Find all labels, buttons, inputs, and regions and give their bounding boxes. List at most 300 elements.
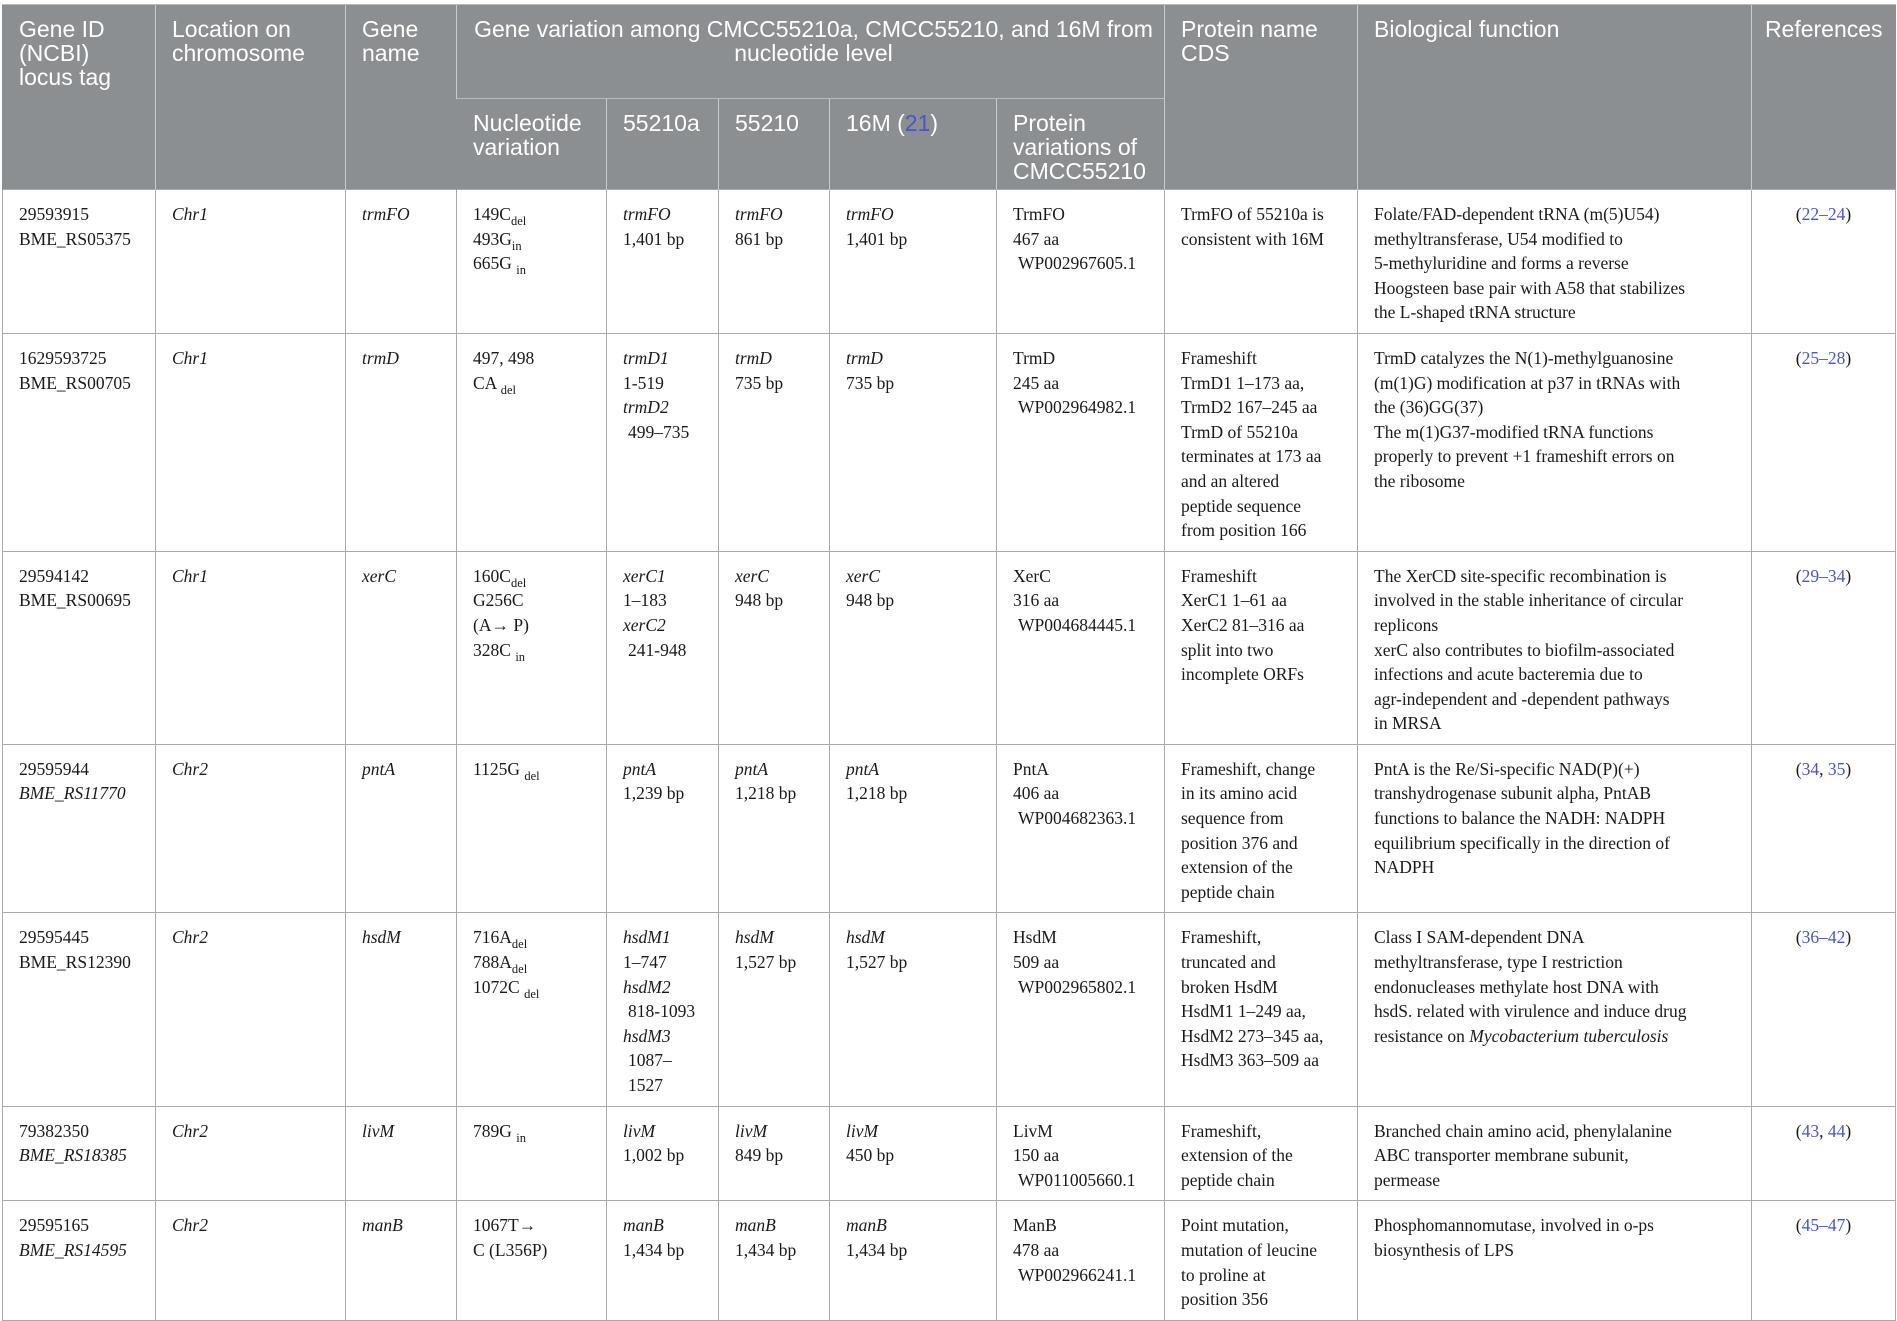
cell-nucleotide-variation bbox=[457, 1201, 607, 1320]
gene-name: trmD bbox=[362, 347, 399, 368]
strain-16m-detail: 450 bp bbox=[846, 1145, 895, 1166]
protein-variation-line: position 376 and bbox=[1181, 832, 1298, 853]
header-row bbox=[3, 5, 1896, 99]
strain-16m-detail: 1,527 bp bbox=[846, 952, 908, 973]
cell-protein-name bbox=[997, 913, 1165, 1106]
nucleotide-subscript: del bbox=[511, 962, 528, 977]
gene-id: 29595165 bbox=[19, 1215, 89, 1236]
table-body bbox=[3, 190, 1896, 1321]
cell-references bbox=[1752, 913, 1896, 1106]
function-line: ABC transporter membrane subunit, bbox=[1374, 1145, 1629, 1166]
cell-gene-name bbox=[346, 1106, 457, 1201]
protein-name: PntA bbox=[1013, 758, 1049, 779]
function-line: agr-independent and -dependent pathways bbox=[1374, 688, 1670, 709]
protein-variation-line: TrmD of 55210a bbox=[1181, 421, 1298, 442]
cell-strain-55210 bbox=[719, 551, 830, 744]
cell-location bbox=[156, 1201, 346, 1320]
gene-id: 29593915 bbox=[19, 204, 89, 224]
nucleotide-base: 716A bbox=[473, 927, 512, 948]
function-line: permease bbox=[1374, 1169, 1441, 1190]
nucleotide-subscript: in bbox=[516, 1130, 526, 1145]
cell-strain-16m bbox=[830, 1201, 997, 1320]
function-line: the (36)GG(37) bbox=[1374, 397, 1484, 418]
function-line: the L-shaped tRNA structure bbox=[1374, 302, 1576, 323]
strain-a-detail: 1–183 bbox=[623, 590, 667, 611]
cell-nucleotide-variation bbox=[457, 744, 607, 913]
header-gene-id: Gene ID (NCBI) locus tag bbox=[3, 5, 156, 190]
cell-protein-variations bbox=[1165, 551, 1358, 744]
strain-a-gene: livM bbox=[623, 1120, 656, 1141]
strain-a-detail: 1–747 bbox=[623, 952, 667, 973]
strain-16m-detail: 1,401 bp bbox=[846, 228, 908, 249]
function-line: NADPH bbox=[1374, 857, 1435, 878]
cell-strain-55210 bbox=[719, 1201, 830, 1320]
protein-variation-line: TrmD1 1–173 aa, bbox=[1181, 372, 1305, 393]
function-line: Branched chain amino acid, phenylalanine bbox=[1374, 1120, 1672, 1141]
strain-b-detail: 735 bp bbox=[735, 372, 784, 393]
cell-protein-name bbox=[997, 190, 1165, 334]
strain-a-gene: pntA bbox=[623, 758, 657, 779]
cell-strain-55210a bbox=[607, 744, 719, 913]
table-row bbox=[3, 913, 1896, 1106]
protein-variation-line: peptide chain bbox=[1181, 881, 1275, 902]
nucleotide-variation-text: 497, 498 bbox=[473, 347, 535, 368]
ref-close: ) bbox=[1845, 927, 1852, 948]
function-line: equilibrium specifically in the direction of bbox=[1374, 832, 1670, 853]
strain-a-gene: trmD1 bbox=[623, 347, 669, 368]
cell-protein-variations bbox=[1165, 333, 1358, 551]
ref-separator: , bbox=[1819, 758, 1828, 779]
nucleotide-base: 665G bbox=[473, 253, 517, 274]
header-nucleotide-variation: Nucleotide variation bbox=[457, 99, 607, 190]
cell-nucleotide-variation bbox=[457, 1106, 607, 1201]
strain-a-detail: 241-948 bbox=[628, 639, 687, 660]
cell-protein-variations bbox=[1165, 913, 1358, 1106]
function-line: in MRSA bbox=[1374, 713, 1442, 734]
gene-name: hsdM bbox=[362, 927, 401, 948]
strain-16m-detail: 948 bp bbox=[846, 590, 895, 611]
table-row bbox=[3, 551, 1896, 744]
strain-b-detail: 948 bp bbox=[735, 590, 784, 611]
nucleotide-base: C (L356P) bbox=[473, 1239, 548, 1260]
protein-variation-line: HsdM1 1–249 aa, bbox=[1181, 1001, 1306, 1022]
cell-protein-variations bbox=[1165, 190, 1358, 334]
cell-strain-55210 bbox=[719, 744, 830, 913]
strain-b-gene: trmD bbox=[735, 347, 772, 368]
cell-strain-55210a bbox=[607, 1106, 719, 1201]
nucleotide-base: 160C bbox=[473, 565, 511, 586]
function-line: involved in the stable inheritance of circular bbox=[1374, 590, 1684, 611]
chromosome: Chr1 bbox=[172, 565, 208, 586]
protein-variation-line: and an altered bbox=[1181, 470, 1280, 491]
protein-variation-line: position 356 bbox=[1181, 1289, 1269, 1310]
ref-close: ) bbox=[1845, 565, 1852, 586]
strain-a-gene: trmFO bbox=[623, 204, 671, 224]
header-16m-close: ) bbox=[930, 110, 939, 136]
function-line: replicons bbox=[1374, 614, 1439, 635]
function-line: biosynthesis of LPS bbox=[1374, 1239, 1515, 1260]
nucleotide-variation-line bbox=[473, 975, 596, 1000]
gene-id: 79382350 bbox=[19, 1120, 89, 1141]
function-line: (m(1)G) modification at p37 in tRNAs with bbox=[1374, 372, 1681, 393]
reference-link[interactable]: 22–24 bbox=[1801, 204, 1846, 224]
gene-variation-table bbox=[2, 4, 1896, 1321]
protein-name: ManB bbox=[1013, 1215, 1057, 1236]
cell-biological-function bbox=[1358, 1106, 1752, 1201]
table-row bbox=[3, 190, 1896, 334]
function-line: properly to prevent +1 frameshift errors on bbox=[1374, 446, 1675, 467]
cell-references bbox=[1752, 333, 1896, 551]
strain-a-gene: manB bbox=[623, 1215, 664, 1236]
chromosome: Chr2 bbox=[172, 1215, 208, 1236]
function-line: TrmD catalyzes the N(1)-methylguanosine bbox=[1374, 347, 1674, 368]
strain-a-gene: hsdM1 bbox=[623, 927, 671, 948]
function-line bbox=[1374, 1024, 1741, 1049]
strain-a-detail: 1,002 bp bbox=[623, 1145, 685, 1166]
ref-open: ( bbox=[1795, 347, 1802, 368]
nucleotide-base: 493G bbox=[473, 228, 512, 249]
protein-variation-line: truncated and bbox=[1181, 952, 1276, 973]
function-line: transhydrogenase subunit alpha, PntAB bbox=[1374, 783, 1652, 804]
gene-id: 29594142 bbox=[19, 565, 89, 586]
ref-separator: , bbox=[1819, 1120, 1828, 1141]
nucleotide-base: CA bbox=[473, 372, 501, 393]
nucleotide-base: 328C bbox=[473, 639, 516, 660]
protein-variation-line: peptide sequence bbox=[1181, 495, 1302, 516]
strain-a-gene: xerC1 bbox=[623, 565, 666, 586]
header-protein-name: Protein name CDS bbox=[1165, 5, 1358, 190]
protein-variation-line: split into two bbox=[1181, 639, 1274, 660]
strain-b-gene: trmFO bbox=[735, 204, 783, 224]
strain-16m-gene: trmD bbox=[846, 347, 883, 368]
locus-tag: BME_RS05375 bbox=[19, 228, 131, 249]
function-text: resistance on bbox=[1374, 1025, 1470, 1046]
nucleotide-subscript: in bbox=[511, 238, 522, 253]
cell-strain-16m bbox=[830, 551, 997, 744]
locus-tag: BME_RS00695 bbox=[19, 590, 131, 611]
locus-tag: BME_RS18385 bbox=[19, 1145, 127, 1166]
strain-16m-gene: livM bbox=[846, 1120, 879, 1141]
cell-protein-name bbox=[997, 744, 1165, 913]
locus-tag: BME_RS00705 bbox=[19, 372, 131, 393]
cell-references bbox=[1752, 744, 1896, 913]
cell-strain-55210a bbox=[607, 1201, 719, 1320]
cell-gene-name bbox=[346, 551, 457, 744]
cell-biological-function bbox=[1358, 1201, 1752, 1320]
cell-references bbox=[1752, 551, 1896, 744]
protein-length: 245 aa bbox=[1013, 372, 1060, 393]
protein-accession: WP004684445.1 bbox=[1018, 614, 1137, 635]
ref-open: ( bbox=[1795, 927, 1802, 948]
protein-variation-line: Frameshift bbox=[1181, 347, 1257, 368]
protein-variation-line: Frameshift bbox=[1181, 565, 1257, 586]
nucleotide-base: 1067T→ bbox=[473, 1215, 537, 1236]
cell-biological-function bbox=[1358, 913, 1752, 1106]
protein-variation-line: TrmD2 167–245 aa bbox=[1181, 397, 1318, 418]
reference-link[interactable]: 36–42 bbox=[1801, 927, 1846, 948]
nucleotide-base: (A→ P) bbox=[473, 614, 529, 635]
reference-link[interactable]: 29–34 bbox=[1801, 565, 1846, 586]
protein-variation-line: broken HsdM bbox=[1181, 976, 1278, 997]
cell-biological-function bbox=[1358, 744, 1752, 913]
cell-strain-16m bbox=[830, 333, 997, 551]
nucleotide-subscript: del bbox=[510, 214, 527, 228]
nucleotide-base: G256C bbox=[473, 590, 524, 611]
strain-16m-gene: pntA bbox=[846, 758, 880, 779]
cell-strain-55210 bbox=[719, 913, 830, 1106]
function-line: PntA is the Re/Si-specific NAD(P)(+) bbox=[1374, 758, 1640, 779]
nucleotide-subscript: in bbox=[516, 263, 526, 278]
locus-tag: BME_RS14595 bbox=[19, 1239, 127, 1260]
cell-nucleotide-variation bbox=[457, 190, 607, 334]
gene-id: 29595445 bbox=[19, 927, 89, 948]
nucleotide-variation-line bbox=[473, 1238, 596, 1263]
cell-gene-id bbox=[3, 190, 156, 334]
cell-biological-function bbox=[1358, 333, 1752, 551]
reference-link[interactable]: 34 bbox=[1801, 758, 1820, 779]
chromosome: Chr2 bbox=[172, 1120, 208, 1141]
protein-length: 150 aa bbox=[1013, 1145, 1060, 1166]
header-strain-55210: 55210 bbox=[719, 99, 830, 190]
strain-16m-detail: 735 bp bbox=[846, 372, 895, 393]
gene-name: xerC bbox=[362, 565, 397, 586]
protein-variation-line: in its amino acid bbox=[1181, 783, 1298, 804]
protein-variation-line: HsdM2 273–345 aa, bbox=[1181, 1025, 1324, 1046]
protein-length: 509 aa bbox=[1013, 952, 1060, 973]
nucleotide-variation-line bbox=[473, 371, 596, 396]
strain-a-detail: 818-1093 bbox=[628, 1001, 696, 1022]
nucleotide-base: 149C bbox=[473, 204, 511, 224]
strain-a-gene: trmD2 bbox=[623, 397, 669, 418]
table-row bbox=[3, 1201, 1896, 1320]
gene-id: 1629593725 bbox=[19, 347, 107, 368]
strain-a-detail: 1,401 bp bbox=[623, 228, 685, 249]
cell-strain-55210 bbox=[719, 333, 830, 551]
protein-variation-line: to proline at bbox=[1181, 1264, 1266, 1285]
reference-link[interactable]: 25–28 bbox=[1801, 347, 1846, 368]
strain-a-detail: 1,239 bp bbox=[623, 783, 685, 804]
protein-variation-line: mutation of leucine bbox=[1181, 1239, 1318, 1260]
cell-protein-variations bbox=[1165, 1201, 1358, 1320]
strain-a-detail: 1,434 bp bbox=[623, 1239, 685, 1260]
protein-accession: WP011005660.1 bbox=[1018, 1169, 1136, 1190]
function-line: infections and acute bacteremia due to bbox=[1374, 664, 1643, 685]
cell-strain-55210a bbox=[607, 551, 719, 744]
cell-strain-55210 bbox=[719, 1106, 830, 1201]
function-line: functions to balance the NADH: NADPH bbox=[1374, 808, 1666, 829]
protein-variation-line: TrmFO of 55210a is bbox=[1181, 204, 1324, 224]
function-line: hsdS. related with virulence and induce drug bbox=[1374, 1001, 1687, 1022]
ref-open: ( bbox=[1795, 1120, 1802, 1141]
nucleotide-subscript: del bbox=[500, 382, 517, 397]
strain-a-detail: 499–735 bbox=[628, 421, 690, 442]
cell-nucleotide-variation bbox=[457, 551, 607, 744]
reference-link[interactable]: 44 bbox=[1827, 1120, 1846, 1141]
protein-variation-line: HsdM3 363–509 aa bbox=[1181, 1050, 1320, 1071]
strain-b-detail: 1,434 bp bbox=[735, 1239, 797, 1260]
strain-16m-gene: trmFO bbox=[846, 204, 894, 224]
strain-16m-gene: xerC bbox=[846, 565, 881, 586]
nucleotide-variation-line bbox=[473, 1119, 596, 1144]
protein-variation-line: Frameshift, bbox=[1181, 1120, 1262, 1141]
header-protein-variations: Protein variations of CMCC55210 bbox=[997, 99, 1165, 190]
nucleotide-variation-line bbox=[473, 925, 596, 950]
gene-name: trmFO bbox=[362, 204, 410, 224]
nucleotide-base: 789G bbox=[473, 1120, 517, 1141]
function-line: Class I SAM-dependent DNA bbox=[1374, 927, 1585, 948]
strain-b-gene: xerC bbox=[735, 565, 770, 586]
protein-length: 478 aa bbox=[1013, 1239, 1060, 1260]
nucleotide-subscript: del bbox=[510, 575, 527, 590]
cell-references bbox=[1752, 1201, 1896, 1320]
strain-a-gene: hsdM2 bbox=[623, 976, 671, 997]
header-variation-group: Gene variation among CMCC55210a, CMCC55210, and 16M from nucleotide level bbox=[457, 5, 1165, 99]
nucleotide-variation-line bbox=[473, 251, 596, 276]
header-references: References bbox=[1752, 5, 1896, 190]
protein-name: LivM bbox=[1013, 1120, 1053, 1141]
cell-nucleotide-variation bbox=[457, 913, 607, 1106]
nucleotide-variation-line bbox=[473, 638, 596, 663]
nucleotide-subscript: del bbox=[524, 768, 540, 783]
nucleotide-subscript: in bbox=[515, 649, 526, 664]
ref-close: ) bbox=[1845, 758, 1852, 779]
function-line: the ribosome bbox=[1374, 470, 1465, 491]
protein-variation-line: sequence from bbox=[1181, 808, 1284, 829]
chromosome: Chr1 bbox=[172, 347, 208, 368]
gene-name: manB bbox=[362, 1215, 403, 1236]
header-16m-label: 16M ( bbox=[846, 110, 905, 136]
protein-variation-line: peptide chain bbox=[1181, 1169, 1275, 1190]
ref-close: ) bbox=[1845, 1215, 1852, 1236]
protein-length: 406 aa bbox=[1013, 783, 1060, 804]
strain-b-detail: 1,527 bp bbox=[735, 952, 797, 973]
chromosome: Chr2 bbox=[172, 927, 208, 948]
nucleotide-variation-line bbox=[473, 227, 596, 252]
strain-16m-detail: 1,434 bp bbox=[846, 1239, 908, 1260]
protein-variation-line: Point mutation, bbox=[1181, 1215, 1289, 1236]
nucleotide-variation-line bbox=[473, 757, 596, 782]
header-location: Location on chromosome bbox=[156, 5, 346, 190]
protein-variation-line: incomplete ORFs bbox=[1181, 664, 1304, 685]
chromosome: Chr1 bbox=[172, 204, 208, 224]
locus-tag: BME_RS11770 bbox=[19, 783, 126, 804]
function-line: The m(1)G37-modified tRNA functions bbox=[1374, 421, 1654, 442]
locus-tag: BME_RS12390 bbox=[19, 952, 131, 973]
protein-variation-line: terminates at 173 aa bbox=[1181, 446, 1322, 467]
strain-b-gene: manB bbox=[735, 1215, 776, 1236]
table-row bbox=[3, 744, 1896, 913]
strain-b-detail: 1,218 bp bbox=[735, 783, 797, 804]
cell-protein-name bbox=[997, 1201, 1165, 1320]
cell-protein-variations bbox=[1165, 1106, 1358, 1201]
protein-accession: WP002965802.1 bbox=[1018, 976, 1137, 997]
protein-variation-line: from position 166 bbox=[1181, 520, 1307, 541]
cell-nucleotide-variation bbox=[457, 333, 607, 551]
table-row bbox=[3, 333, 1896, 551]
cell-gene-name bbox=[346, 1201, 457, 1320]
protein-variation-line: Frameshift, change bbox=[1181, 758, 1316, 779]
cell-biological-function bbox=[1358, 190, 1752, 334]
chromosome: Chr2 bbox=[172, 758, 208, 779]
strain-a-detail: 1087– bbox=[628, 1050, 672, 1071]
header-16m-ref-link[interactable]: 21 bbox=[904, 110, 931, 136]
ref-open: ( bbox=[1795, 565, 1802, 586]
cell-location bbox=[156, 744, 346, 913]
strain-b-detail: 861 bp bbox=[735, 228, 784, 249]
reference-link[interactable]: 43 bbox=[1801, 1120, 1820, 1141]
cell-location bbox=[156, 913, 346, 1106]
cell-strain-16m bbox=[830, 744, 997, 913]
cell-gene-id bbox=[3, 1201, 156, 1320]
header-biological-function: Biological function bbox=[1358, 5, 1752, 190]
cell-location bbox=[156, 1106, 346, 1201]
cell-gene-id bbox=[3, 913, 156, 1106]
function-line: methyltransferase, U54 modified to bbox=[1374, 228, 1623, 249]
ref-close: ) bbox=[1845, 204, 1852, 224]
protein-variation-line: consistent with 16M bbox=[1181, 228, 1324, 249]
protein-variation-line: Frameshift, bbox=[1181, 927, 1262, 948]
header-strain-16m bbox=[830, 99, 997, 190]
table-row bbox=[3, 1106, 1896, 1201]
cell-gene-id bbox=[3, 744, 156, 913]
strain-b-gene: pntA bbox=[735, 758, 769, 779]
cell-gene-id bbox=[3, 551, 156, 744]
protein-name: TrmD bbox=[1013, 347, 1056, 368]
strain-a-gene: xerC2 bbox=[623, 614, 666, 635]
function-species: Mycobacterium tuberculosis bbox=[1469, 1025, 1669, 1046]
cell-gene-name bbox=[346, 744, 457, 913]
ref-close: ) bbox=[1845, 347, 1852, 368]
protein-accession: WP004682363.1 bbox=[1018, 808, 1137, 829]
nucleotide-variation-line bbox=[473, 1213, 596, 1238]
reference-link[interactable]: 35 bbox=[1827, 758, 1846, 779]
cell-gene-id bbox=[3, 333, 156, 551]
cell-gene-name bbox=[346, 333, 457, 551]
ref-open: ( bbox=[1795, 1215, 1802, 1236]
nucleotide-subscript: del bbox=[511, 937, 528, 952]
function-line: Phosphomannomutase, involved in o-ps bbox=[1374, 1215, 1654, 1236]
cell-protein-name bbox=[997, 1106, 1165, 1201]
protein-name: XerC bbox=[1013, 565, 1051, 586]
protein-accession: WP002964982.1 bbox=[1018, 397, 1137, 418]
cell-strain-55210 bbox=[719, 190, 830, 334]
protein-name: HsdM bbox=[1013, 927, 1057, 948]
gene-id: 29595944 bbox=[19, 758, 89, 779]
cell-location bbox=[156, 190, 346, 334]
strain-a-gene: hsdM3 bbox=[623, 1025, 671, 1046]
gene-name: pntA bbox=[362, 758, 396, 779]
function-line: methyltransferase, type I restriction bbox=[1374, 952, 1623, 973]
function-line: The XerCD site-specific recombination is bbox=[1374, 565, 1667, 586]
cell-location bbox=[156, 333, 346, 551]
nucleotide-subscript: del bbox=[524, 986, 540, 1001]
cell-biological-function bbox=[1358, 551, 1752, 744]
cell-protein-name bbox=[997, 551, 1165, 744]
function-line: Folate/FAD-dependent tRNA (m(5)U54) bbox=[1374, 204, 1660, 224]
strain-b-detail: 849 bp bbox=[735, 1145, 784, 1166]
strain-a-detail: 1527 bbox=[628, 1075, 663, 1095]
function-line: endonucleases methylate host DNA with bbox=[1374, 976, 1659, 997]
cell-gene-id bbox=[3, 1106, 156, 1201]
strain-b-gene: livM bbox=[735, 1120, 768, 1141]
reference-link[interactable]: 45–47 bbox=[1801, 1215, 1846, 1236]
cell-strain-55210a bbox=[607, 333, 719, 551]
cell-gene-name bbox=[346, 190, 457, 334]
nucleotide-variation-line bbox=[473, 613, 596, 638]
function-line: 5-methyluridine and forms a reverse bbox=[1374, 253, 1629, 274]
ref-open: ( bbox=[1795, 758, 1802, 779]
function-line: xerC also contributes to biofilm-associated bbox=[1374, 639, 1675, 660]
